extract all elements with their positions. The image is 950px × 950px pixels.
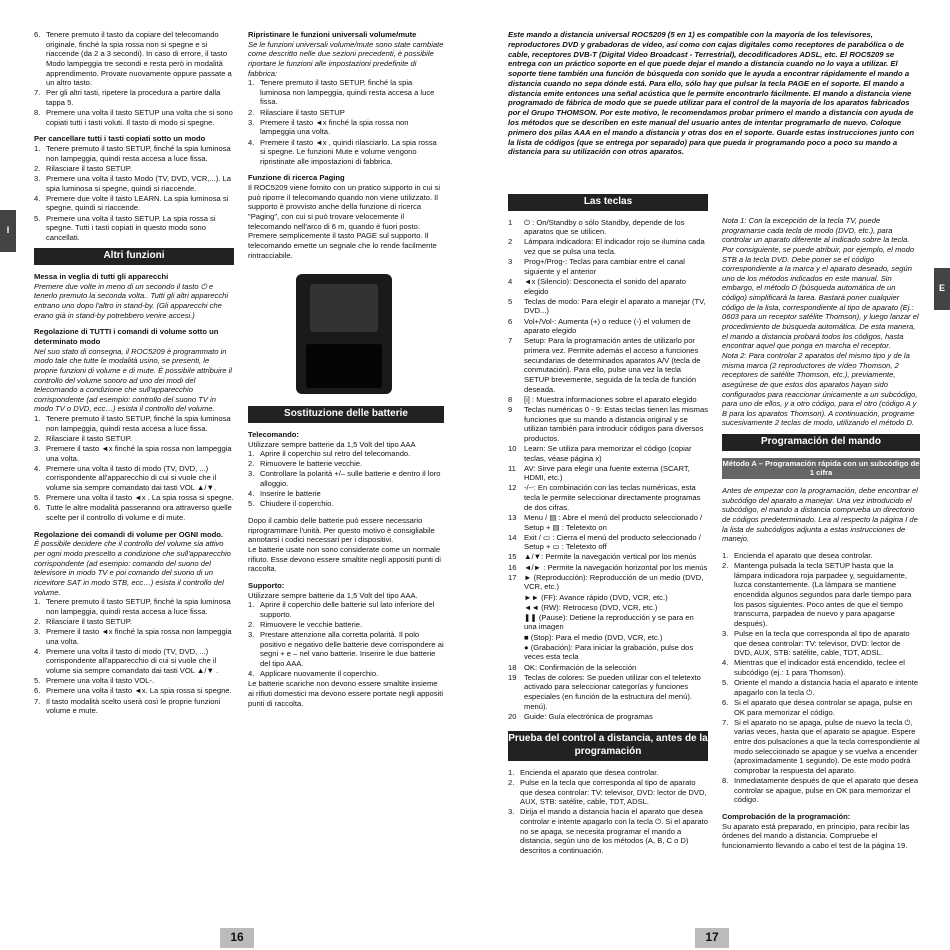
list-item xyxy=(508,464,708,483)
list-item xyxy=(248,620,444,630)
list-item-number: 5 xyxy=(508,296,513,306)
list-item-text: Premere il tasto ◄x finché la spia rossa non lampeggia una volta. xyxy=(46,627,232,646)
list-item xyxy=(34,174,234,193)
list-item xyxy=(248,600,444,619)
list-item xyxy=(34,676,234,686)
list-item xyxy=(508,444,708,463)
list-item-text: Premere una volta il tasto di modo (TV, DVD, ...) corrispondente all'apparecchio di cui si vuole che il volume sia sempre comandato dai tasti VOL ▲/▼. xyxy=(46,463,217,493)
section-bar-programacion: Programación del mando xyxy=(722,434,920,451)
intro-block xyxy=(508,30,920,157)
list-item-number: 16 xyxy=(508,562,517,572)
volume-each-heading: Regolazione dei comandi di volume per OGNI modo. xyxy=(34,529,224,539)
list-item-number: 20 xyxy=(508,711,517,721)
list-item-number: 2. xyxy=(34,433,41,443)
list-item-text: ■ (Stop): Para el medio (DVD, VCR, etc.) xyxy=(524,632,663,642)
supporto-text: Utilizzare sempre batterie da 1,5 Volt del tipo AAA. xyxy=(248,590,418,600)
list-item xyxy=(34,697,234,716)
list-item-number: 4. xyxy=(248,489,255,499)
list-item-number xyxy=(508,643,524,662)
list-item-number: 3. xyxy=(722,629,729,639)
list-item-text: Rilasciare il tasto SETUP. xyxy=(46,433,132,443)
column-1 xyxy=(34,30,234,716)
list-item-text: Encienda el aparato que desea controlar. xyxy=(520,767,659,777)
list-item xyxy=(508,593,708,603)
list-item-number: 12 xyxy=(508,483,517,493)
list-item-number: 4 xyxy=(508,277,513,287)
list-item-text: Premere due volte il tasto LEARN. La spia luminosa si spegne, quindi si riaccende. xyxy=(46,193,229,213)
method-a-bar: Método A – Programación rápida con un subcódigo de 1 cifra xyxy=(722,458,920,478)
list-item-text: Mientras que el indicador está encendido, teclee el subcódigo (ej.: 1 para Thomson). xyxy=(734,658,905,678)
list-item-number xyxy=(508,593,524,603)
list-item-number: 4. xyxy=(248,669,255,679)
list-item-number: 5. xyxy=(34,493,41,503)
list-item-text: Premere una volta il tasto SETUP una volta che si sono copiati tutti i tasti voluti. Il tasto di modo si spegne. xyxy=(46,108,233,127)
list-item xyxy=(508,218,708,237)
list-item xyxy=(508,237,708,256)
list-item-number: 9 xyxy=(508,404,513,414)
remote-holder-photo xyxy=(288,270,400,400)
list-item xyxy=(34,214,234,243)
list-item-number: 11 xyxy=(508,463,516,473)
volume-all-text: Nel suo stato di consegna, il ROC5209 è programmato in modo tale che tutte le modalità usino, se presenti, le proprie funzioni di volume e di mute. È possibile attribuire il controllo del volume sonoro ad uno dei modi del telecomando a condizione che sull'apparecchio corrispondente (ad esempio: controllo del suono TV in modo TV o DVD, ecc…) esista il controllo del volume. xyxy=(34,346,232,414)
volume-each-text: È possibile decidere che il controllo del volume sia attivo per ogni modo prescelto a condizione che sull'apparecchio corrispondente (ad esempio: comando del suono del televisore in modo TV e poi comando del suono di un ricevitore SAT in modo STB, ecc…) esista il controllo del volume. xyxy=(34,539,231,597)
list-item xyxy=(248,108,444,118)
section-bar-prueba: Prueba del control a distancia, antes de la programación xyxy=(508,731,708,760)
list-item-text: Il tasto modalità scelto userà così le proprie funzioni volume e mute. xyxy=(46,696,221,716)
list-item xyxy=(722,658,920,677)
list-item xyxy=(34,434,234,444)
list-item xyxy=(508,768,708,778)
page-number-right: 17 xyxy=(695,928,729,948)
page-number-left: 16 xyxy=(220,928,254,948)
list-item-number: 4. xyxy=(34,463,41,473)
list-item-text: ◄/► : Permite la navegación horizontal por los menús xyxy=(524,562,708,572)
list-item xyxy=(508,533,708,552)
method-a-text: Antes de empezar con la programación, debe encontrar el subcódigo del aparato a manejar. Una vez introducido el subcódigo, el mando a distancia comprueba un directorio de códigos predeterminado. Lea al respecto la página I de la lista de subcódigos adjunta a estas instrucciones de manejo. xyxy=(722,486,918,544)
list-item-number: 6. xyxy=(34,503,41,513)
list-item xyxy=(508,643,708,662)
list-item-text: [i] : Muestra informaciones sobre el aparato elegido xyxy=(524,394,697,404)
list-item-number: 6. xyxy=(722,698,729,708)
list-item-text: Encienda el aparato que desea controlar. xyxy=(734,550,873,560)
list-item-text: Pulse en la tecla que corresponda al tipo de aparato que desea controlar: TV: televisor, DVD: lector de DVD, AUX, STB: satélite, cable, TDT, ADSL. xyxy=(520,777,707,807)
final-dispose-text: Le batterie scariche non devono essere smaltite insieme ai rifiuti domestici ma devono essere portate negli appositi punti di raccolta. xyxy=(248,679,444,708)
list-item xyxy=(722,698,920,717)
list-item-number: 7. xyxy=(34,88,41,98)
reset-steps xyxy=(248,78,444,166)
list-item-number: 5. xyxy=(722,678,729,688)
list-item-text: Aprire il coperchio sul retro del telecomando. xyxy=(260,449,411,459)
list-item xyxy=(508,297,708,316)
list-item xyxy=(508,483,708,512)
list-item-text: -/--: En combinación con las teclas numéricas, esta tecla le permite seleccionar directamente programas de dos cifras. xyxy=(524,483,701,512)
list-item xyxy=(34,414,234,433)
volume-each-steps xyxy=(34,597,234,716)
nota-1: Nota 1: Con la excepción de la tecla TV, puede programarse cada tecla de modo (DVD, etc.), para controlar un aparato diferente al indicado sobre la tecla. Por consiguiente, se puede atribuir, por ejemplo, el modo STB a la tecla DVD. Debe poner se el código correspondiente a la marca y el aparato deseado, según uno de los métodos indicados en este manual. Sin embargo, el método D (búsqueda automática de un código) simplificará la tarea. Bastará poner cualquier código de la lista, correspondiente al tipo de aparato (Ej.: 0603 para un receptor satélite Thomson), y luego lanzar el procedimiento de búsqueda automática. De esta manera, el mando a distancia probará todos los códigos, hasta encontrar aquel que ponga en marcha el receptor. xyxy=(722,216,919,351)
list-item-number: 2. xyxy=(248,459,255,469)
list-item-text: Rimuovere le batterie vecchie. xyxy=(260,459,363,469)
list-item-number: 7. xyxy=(34,696,41,706)
list-item-number: 4. xyxy=(34,193,41,203)
list-item-text: Exit / ▭ : Cierra el menú del producto seleccionado / Setup + ▭ : Teletexto off xyxy=(524,532,701,552)
list-item-text: ❚❚ (Pause): Detiene la reproducción y se para en una imagen xyxy=(524,612,694,632)
list-item-number: 2. xyxy=(34,163,41,173)
list-item-text: Premere una volta il tasto ◄x. La spia rossa si spegne. xyxy=(46,686,232,696)
list-item-text: Premere il tasto ◄x finché la spia rossa non lampeggia una volta. xyxy=(260,117,409,137)
list-item-number: 5. xyxy=(34,676,41,686)
list-item-number: 18 xyxy=(508,662,517,672)
list-item-text: ● (Grabación): Para iniciar la grabación, pulse dos veces esta tecla xyxy=(524,642,694,662)
list-item-number: 3. xyxy=(34,627,41,637)
list-item-text: Premere una volta il tasto SETUP. La spia rossa si spegne. Tutti i tasti copiati in questo modo sono cancellati. xyxy=(46,213,216,242)
list-item-number: 4. xyxy=(34,646,41,656)
column-3a xyxy=(508,194,708,856)
list-item xyxy=(248,138,444,167)
list-item-number: 10 xyxy=(508,443,517,453)
list-item-number: 13 xyxy=(508,512,517,522)
list-item xyxy=(34,108,234,127)
list-item xyxy=(34,88,234,107)
list-item-number xyxy=(508,603,524,613)
list-item-text: Rimuovere le vecchie batterie. xyxy=(260,619,363,629)
list-item-number xyxy=(508,633,524,643)
list-item xyxy=(508,673,708,712)
column-2 xyxy=(248,30,444,708)
list-item-number: 5. xyxy=(34,213,41,223)
list-item xyxy=(34,627,234,646)
comprobacion-heading: Comprobación de la programación: xyxy=(722,812,851,822)
list-item xyxy=(248,78,444,107)
list-item-number: 8. xyxy=(34,108,41,118)
list-item-text: Tenere premuto il tasto SETUP, finché la spia luminosa non lampeggia, quindi resta accesa a luce fissa. xyxy=(46,144,231,163)
list-item xyxy=(722,718,920,776)
list-item-text: Pulse en la tecla que corresponda al tipo de aparato que desea controlar: TV: televisor, DVD: lector de DVD, AUX, STB: satélite, cable, TDT, ADSL. xyxy=(734,629,910,658)
list-item xyxy=(508,317,708,336)
list-item-text: Per gli altri tasti, ripetere la procedura a partire dalla tappa 5. xyxy=(46,88,221,107)
list-item-text: Vol+/Vol-: Aumenta (+) o reduce (-) el volumen de aparato elegido xyxy=(524,316,691,336)
language-tab-italian xyxy=(0,210,16,252)
list-item-number: 2. xyxy=(722,561,729,571)
column-3b xyxy=(722,216,920,851)
list-item-text: Aprire il coperchio delle batterie sul lato inferiore del supporto. xyxy=(260,600,435,619)
list-item-text: Premere il tasto ◄x , quindi rilasciarlo. La spia rossa si spegne. Le funzioni Mute e volume vengono ripristinate alle impostazioni di fabbrica. xyxy=(260,137,437,166)
list-item-text: Applicare nuovamente il coperchio. xyxy=(260,669,379,679)
list-item xyxy=(722,551,920,561)
method-a-steps xyxy=(722,551,920,805)
list-item xyxy=(508,633,708,643)
list-item xyxy=(508,663,708,673)
list-item-text: OK: Confirmación de la selección xyxy=(524,662,637,672)
list-item-text: Teclas de colores: Se pueden utilizar con el teletexto activado para seleccionar categorías y funciones especiales (en función de la estructura del menú). menú). xyxy=(524,672,701,711)
list-item-number: 6. xyxy=(34,686,41,696)
reset-text: Se le funzioni universali volume/mute sono state cambiate come descritto nelle due sezioni precedenti, è possibile riportare le funzioni alle impostazioni predefinite di fabbrica: xyxy=(248,39,444,78)
list-item-number: 8 xyxy=(508,394,513,404)
section-bar-altri-funzioni: Altri funzioni xyxy=(34,248,234,265)
list-item-text: ►► (FF): Avance rápido (DVD, VCR, etc.) xyxy=(524,592,668,602)
cancel-steps-list xyxy=(34,144,234,242)
list-item xyxy=(34,444,234,463)
reset-heading: Ripristinare le funzioni universali volume/mute xyxy=(248,30,417,39)
comprobacion-text: Su aparato está preparado, en principio, para recibir las órdenes del mando a distancia. Compruebe el funcionamiento llevando a cabo el test de la página 19. xyxy=(722,821,910,850)
list-item-text: Si el aparato no se apaga, pulse de nuevo la tecla ⏻, varias veces, hasta que el aparato se apague. Espere entre dos pulsaciones a que la tecla correspondiente al modo seleccionado se apague y se vuelva a encender (aproximadamente 1 segundo). De este modo podrá comprobar la respuesta del aparato. xyxy=(734,717,920,775)
list-item-text: Lámpara indicadora: El indicador rojo se ilumina cada vez que se pulsa una tecla. xyxy=(524,237,705,257)
list-item-text: Tutte le altre modalità passeranno ora attraverso quelle scelte per il controllo di volume e di mute. xyxy=(46,503,232,523)
list-item-number: 8. xyxy=(722,776,729,786)
list-item-text: Learn: Se utiliza para memorizar el código (copiar teclas, véase página x) xyxy=(524,443,692,463)
list-item-number: 3. xyxy=(248,117,255,127)
tab-label: I xyxy=(6,225,10,236)
list-item-text: Controllare la polarità +/– sulle batterie e dentro il loro alloggio. xyxy=(260,469,441,489)
list-item-text: Premere una volta il tasto VOL-. xyxy=(46,676,155,686)
list-item-number: 3. xyxy=(34,444,41,454)
list-item xyxy=(248,489,444,499)
list-item-text: Tenere premuto il tasto da copiare del telecomando originale, finché la spia rossa non si spegne e si riaccende (da 2 a 3 secondi). In caso di errore, il tasto Modo lampeggia tre secondi e resta però in modalità apprendimento. Provate nuovamente oppure passate a un altro tasto. xyxy=(46,30,232,88)
list-item-number: 4. xyxy=(722,658,729,668)
list-item xyxy=(248,449,444,459)
supporto-steps xyxy=(248,600,444,679)
list-item-text: Guide: Guía electrónica de programas xyxy=(524,711,653,721)
list-item-text: ⏻ : On/Standby o sólo Standby, depende de los aparatos que se utilicen. xyxy=(524,217,685,237)
tab-label: E xyxy=(938,283,945,294)
list-item-number: 2 xyxy=(508,237,513,247)
list-item-text: Mantenga pulsada la tecla SETUP hasta que la lámpara indicadora roja parpadee y, seguidamente, luzca constantemente. (La lámpara se mantiene encendida algunos segundos para darle tiempo para los pasos siguientes. Poco antes de que el tiempo transcurra, parpadea de nuevo y para apagarse después). xyxy=(734,561,912,628)
list-item-text: ◄◄ (RW): Retroceso (DVD, VCR, etc.) xyxy=(524,602,658,612)
list-item xyxy=(248,469,444,488)
paging-text: Il ROC5209 viene fornito con un pratico supporto in cui si può riporre il telecomando quando non viene utilizzato. Il supporto è provvisto anche della funzione di ricerca "Paging", con cui si può trovare velocemente il telecomando nell'arco di 6 m, quando è fuori posto. Premere semplicemente il tasto PAGE sul supporto. Il telecomando emette un segnale che lo rende facilmente rintracciabile. xyxy=(248,183,441,260)
list-item-number: 3. xyxy=(508,807,515,817)
list-item xyxy=(248,630,444,669)
list-item-text: Prog+/Prog-: Teclas para cambiar entre el canal siguiente y el anterior xyxy=(524,257,685,276)
list-item xyxy=(722,776,920,805)
standby-heading: Messa in veglia di tutti gli apparecchi xyxy=(34,272,169,282)
list-item xyxy=(508,336,708,394)
list-item-text: AV: Sirve para elegir una fuente externa (SCART, HDMI, etc.) xyxy=(524,463,690,483)
list-item xyxy=(248,118,444,137)
list-item-number: 1. xyxy=(34,414,41,424)
list-item xyxy=(508,563,708,573)
list-item-text: Setup: Para la programación antes de utilizarlo por primera vez. Permite además el acceso a funciones secundarias de determinados aparatos A/V (tecla de conmutación). Para ello, pulse una vez la tecla SETUP brevemente, seguida de la tecla de función deseada. xyxy=(524,336,701,394)
list-item-number xyxy=(508,613,524,632)
list-item xyxy=(508,712,708,722)
list-item-text: Inserire le batterie xyxy=(260,489,321,499)
list-item xyxy=(508,778,708,807)
list-item xyxy=(34,597,234,616)
list-item-number: 1. xyxy=(508,767,515,777)
intro-text: Este mando a distancia universal ROC5209 (5 en 1) es compatible con la mayoría de los televisores, reproductores DVD y grabadoras de vídeo, así como con cajas digitales como receptores de parabólica o de cable, receptores DVB-T (Digital Video Broadcast - Terrestrial), decodificadores ADSL, etc. El ROC5209 se entrega con un práctico soporte en el que puede dejar el mando a distancia cuando no lo vaya a utilizar. El soporte tiene también una función de búsqueda con sonido que le ayuda a encontrar rápidamente el mando a distancia cuando no sepa dónde está. Para ello, sólo hay que pulsar la tecla PAGE en el soporte. El mando a distancia emite entonces una señal acústica que le permite encontrarlo fácilmente. El mando a distancia viene programado de fábrica de modo que se puede utilizar para el control de la mayoría de los aparatos fabricados por el Grupo THOMSON. Por este motivo, le recomendamos probar primero el mando a distancia con ayuda de los métodos que se describen en este manual del usuario antes de intentar programarlo de nuevo. Coloque primero dos pilas AAA en el mando a distancia y otras dos en el soporte. Guarde estas instrucciones junto con la lista de códigos (que se entrega por separado) para que pueda ir programando poco a poco su mando a distancia para su utilización con otros aparatos. xyxy=(508,30,915,157)
list-item-number: 14 xyxy=(508,532,517,542)
list-item-number: 4. xyxy=(248,137,255,147)
list-item xyxy=(508,405,708,444)
list-item-number: 5. xyxy=(248,499,255,509)
list-item-number: 15 xyxy=(508,552,517,562)
list-item-text: Premere una volta il tasto di modo (TV, DVD, ...) corrispondente all'apparecchio di cui si vuole che il volume sia sempre comandato dai tasti VOL ▲/▼ . xyxy=(46,646,219,676)
telecomando-heading: Telecomando: xyxy=(248,429,299,439)
list-item xyxy=(508,603,708,613)
list-item-text: Teclas de modo: Para elegir el aparato a manejar (TV, DVD...) xyxy=(524,296,706,316)
list-item-number: 7. xyxy=(722,717,729,727)
list-item-text: Menu / ▤ : Abre el menú del producto seleccionado / Setup + ▤ : Teletexto on xyxy=(524,512,703,532)
list-item-number: 6. xyxy=(34,30,41,39)
list-item-number: 2. xyxy=(248,107,255,117)
list-item-number: 3 xyxy=(508,257,513,267)
list-item xyxy=(248,459,444,469)
list-item-number: 1. xyxy=(248,449,255,459)
dispose-text: Le batterie usate non sono considerate come un normale rifiuto. Esse devono essere smaltite negli appositi punti di raccolta. xyxy=(248,544,441,574)
list-item xyxy=(508,513,708,532)
list-item-text: ► (Reproducción): Reproducción de un medio (DVD, VCR, etc.) xyxy=(524,572,704,592)
list-item xyxy=(508,395,708,405)
list-item xyxy=(34,164,234,174)
list-item xyxy=(34,647,234,676)
learn-steps-list xyxy=(34,30,234,127)
list-item xyxy=(34,503,234,522)
list-item xyxy=(508,552,708,562)
list-item-text: Prestare attenzione alla corretta polarità. Il polo positivo e negativo delle batterie deve corrispondere ai segni + e – nel vano batterie. Inserire le due batterie del tipo AAA. xyxy=(260,630,444,669)
list-item xyxy=(34,686,234,696)
volume-all-steps xyxy=(34,414,234,523)
list-item-text: Tenere premuto il tasto SETUP, finché la spia luminosa non lampeggia, quindi resta accesa a luce fissa. xyxy=(260,78,435,107)
list-item-number: 2. xyxy=(34,616,41,626)
list-item-number: 3. xyxy=(248,630,255,640)
prueba-steps xyxy=(508,768,708,856)
list-item xyxy=(34,144,234,163)
paging-heading: Funzione di ricerca Paging xyxy=(248,173,345,183)
list-item-number: 1. xyxy=(34,144,41,154)
section-bar-teclas: Las teclas xyxy=(508,194,708,211)
list-item-text: Rilasciare il tasto SETUP. xyxy=(46,616,132,626)
list-item-text: ◄x (Silencio): Desconecta el sonido del aparato elegido xyxy=(524,277,687,296)
after-battery-text: Dopo il cambio delle batterie può essere necessario riprogrammare l'unità. Per questo motivo è consigliabile annotarsi i codici necessari per i dispositivi. xyxy=(248,516,435,545)
list-item-text: Rilasciare il tasto SETUP xyxy=(260,107,345,117)
list-item-text: Dirija el mando a distancia hacia el aparato que desea controlar e intente apagarlo con la tecla ⏻. Si el aparato no se apaga, se necesita programar el mando a distancia, según uno de los métodos (A, B, C o D) descritos a continuación. xyxy=(520,807,708,855)
list-item-text: Premere una volta il tasto ◄x . La spia rossa si spegne. xyxy=(46,493,234,503)
list-item-number: 6 xyxy=(508,316,513,326)
list-item-number: 3. xyxy=(34,173,41,183)
list-item xyxy=(248,669,444,679)
list-item xyxy=(248,499,444,509)
list-item-number: 1. xyxy=(248,78,255,88)
list-item-number: 19 xyxy=(508,672,517,682)
section-bar-batterie: Sostituzione delle batterie xyxy=(248,406,444,423)
list-item-number: 2. xyxy=(508,777,515,787)
cancel-heading: Per cancellare tutti i tasti copiati sotto un modo xyxy=(34,134,206,144)
list-item-text: Oriente el mando a distancia hacia el aparato e intente apagarlo con la tecla ⏻. xyxy=(734,678,919,697)
list-item-number: 1 xyxy=(508,217,513,227)
list-item-text: Si el aparato que desea controlar se apaga, pulse en OK para memorizar el código. xyxy=(734,698,913,717)
list-item-number: 1. xyxy=(248,600,255,610)
list-item xyxy=(34,194,234,213)
keys-list xyxy=(508,218,708,722)
list-item-text: Teclas numéricas 0 - 9: Estas teclas tienen las mismas funciones que su mando a distancia original y se utilizan también para introducir códigos para diversos productos. xyxy=(524,404,709,443)
list-item-number: 7 xyxy=(508,336,513,346)
list-item xyxy=(508,257,708,276)
list-item xyxy=(34,617,234,627)
standby-text: Premere due volte in meno di un secondo il tasto ⏻ e tenerlo premuto la seconda volta.. Tutti gli altri apparecchi entrano uno dopo l'altro in stand-by. (Gli apparecchi che erano già in stand-by potrebbero venire accesi.) xyxy=(34,281,229,320)
list-item-number: 17 xyxy=(508,572,517,582)
list-item xyxy=(722,561,920,628)
list-item xyxy=(34,493,234,503)
list-item-text: Premere il tasto ◄x finché la spia rossa non lampeggia una volta. xyxy=(46,444,232,463)
list-item-text: Rilasciare il tasto SETUP. xyxy=(46,163,132,173)
list-item xyxy=(508,807,708,855)
list-item-number: 2. xyxy=(248,619,255,629)
supporto-heading: Supporto: xyxy=(248,580,285,590)
list-item xyxy=(508,573,708,592)
list-item xyxy=(722,629,920,658)
list-item-number: 1. xyxy=(34,597,41,607)
language-tab-spanish xyxy=(934,268,950,310)
list-item xyxy=(508,277,708,296)
list-item xyxy=(722,678,920,697)
list-item-text: ▲/▼: Permite la navegación vertical por los menús xyxy=(524,552,697,562)
list-item-text: Chiudere il coperchio. xyxy=(260,499,334,509)
telecomando-text: Utilizzare sempre batterie da 1,5 Volt del tipo AAA xyxy=(248,439,416,449)
list-item-text: Tenere premuto il tasto SETUP, finché la spia luminosa non lampeggia, quindi resta accesa a luce fissa. xyxy=(46,414,231,433)
list-item-text: Premere una volta il tasto Modo (TV, DVD, VCR,...). La spia luminosa si spegne, quindi si riaccende. xyxy=(46,173,231,193)
list-item xyxy=(508,613,708,632)
nota-2: Nota 2: Para controlar 2 aparatos del mismo tipo y de la misma marca (2 reproductores de vídeo Thomson, 2 receptores de satélite Thomson, etc.), previamente, asegúrese de que estos dos aparatos hayan sido configurados para reaccionar únicamente a un subcódigo, para uno de ellos, y a otro código, para el otro (código A y B para los aparatos Thomson). A continuación, programe sucesivamente 2 teclas de modo, utilizando el método D. xyxy=(722,350,918,428)
telecomando-steps xyxy=(248,449,444,509)
volume-all-heading: Regolazione di TUTTI i comandi di volume sotto un determinato modo xyxy=(34,327,219,346)
list-item xyxy=(34,464,234,493)
list-item-number: 1. xyxy=(722,550,729,560)
list-item-number: 3. xyxy=(248,469,255,479)
list-item xyxy=(34,30,234,88)
list-item-text: Tenere premuto il tasto SETUP, finché la spia luminosa non lampeggia, quindi resta accesa a luce fissa. xyxy=(46,597,231,616)
list-item-text: Inmediatamente después de que el aparato que desea controlar se apague, pulse en OK para memorizar el código. xyxy=(734,776,919,805)
